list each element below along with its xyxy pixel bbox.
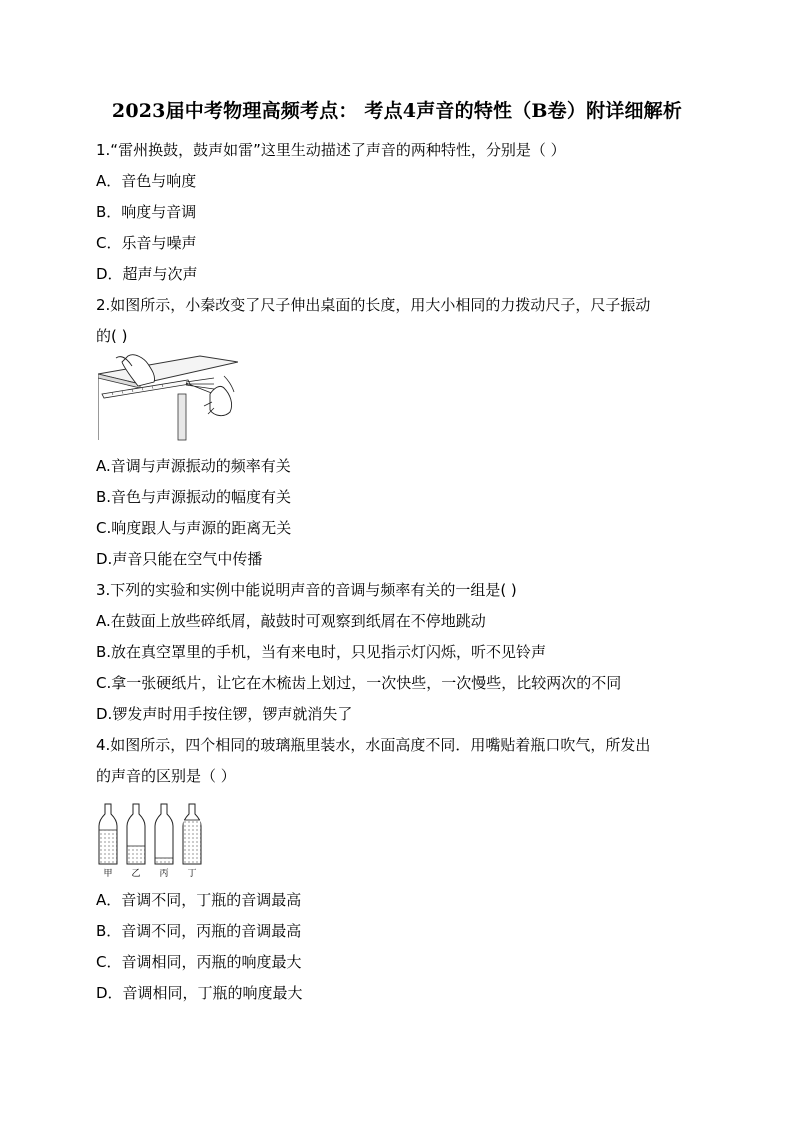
question-3-stem: 3.下列的实验和实例中能说明声音的音调与频率有关的一组是( ): [96, 581, 517, 599]
bottle-label-ding: 丁: [187, 869, 197, 879]
question-4-stem-line-2: 的声音的区别是（ ）: [96, 767, 236, 785]
question-3-option-d: D.锣发声时用手按住锣，锣声就消失了: [96, 705, 353, 723]
question-1-option-c: C．乐音与噪声: [96, 234, 197, 252]
question-2-stem-line-1: 2.如图所示，小秦改变了尺子伸出桌面的长度，用大小相同的力拨动尺子，尺子振动: [96, 296, 651, 314]
water-bottles-figure: [96, 800, 216, 880]
page-title: 2023届中考物理高频考点： 考点4声音的特性（B卷）附详细解析: [111, 100, 683, 122]
question-2-option-a: A.音调与声源振动的频率有关: [96, 457, 291, 475]
question-1-option-a: A．音色与响度: [96, 172, 197, 190]
question-2-stem-line-2: 的( ): [96, 327, 128, 345]
question-4-option-d: D．音调相同，丁瓶的响度最大: [96, 984, 303, 1002]
question-3-option-a: A.在鼓面上放些碎纸屑，敲鼓时可观察到纸屑在不停地跳动: [96, 612, 486, 630]
bottle-bing: [155, 804, 173, 864]
question-4-option-c: C．音调相同，丙瓶的响度最大: [96, 953, 302, 971]
question-4-option-a: A．音调不同，丁瓶的音调最高: [96, 891, 302, 909]
question-4-option-b: B．音调不同，丙瓶的音调最高: [96, 922, 302, 940]
question-1-option-d: D．超声与次声: [96, 265, 198, 283]
ruler-on-table-figure: [98, 354, 238, 442]
question-2-option-d: D.声音只能在空气中传播: [96, 550, 263, 568]
question-2-option-b: B.音色与声源振动的幅度有关: [96, 488, 292, 506]
bottle-label-jia: 甲: [103, 869, 113, 879]
question-2-option-c: C.响度跟人与声源的距离无关: [96, 519, 292, 537]
bottle-yi: [127, 804, 145, 864]
bottle-jia: [99, 804, 117, 864]
question-3-option-b: B.放在真空罩里的手机，当有来电时，只见指示灯闪烁，听不见铃声: [96, 643, 547, 661]
bottle-label-bing: 丙: [159, 869, 169, 879]
question-4-stem-line-1: 4.如图所示，四个相同的玻璃瓶里装水，水面高度不同．用嘴贴着瓶口吹气，所发出: [96, 736, 651, 754]
question-1-stem: 1.“雷州换鼓，鼓声如雷”这里生动描述了声音的两种特性，分别是（ ）: [96, 141, 566, 159]
bottle-label-yi: 乙: [131, 869, 141, 879]
question-1-option-b: B．响度与音调: [96, 203, 197, 221]
bottle-ding: [183, 804, 201, 864]
question-3-option-c: C.拿一张硬纸片，让它在木梳齿上划过，一次快些，一次慢些，比较两次的不同: [96, 674, 622, 692]
